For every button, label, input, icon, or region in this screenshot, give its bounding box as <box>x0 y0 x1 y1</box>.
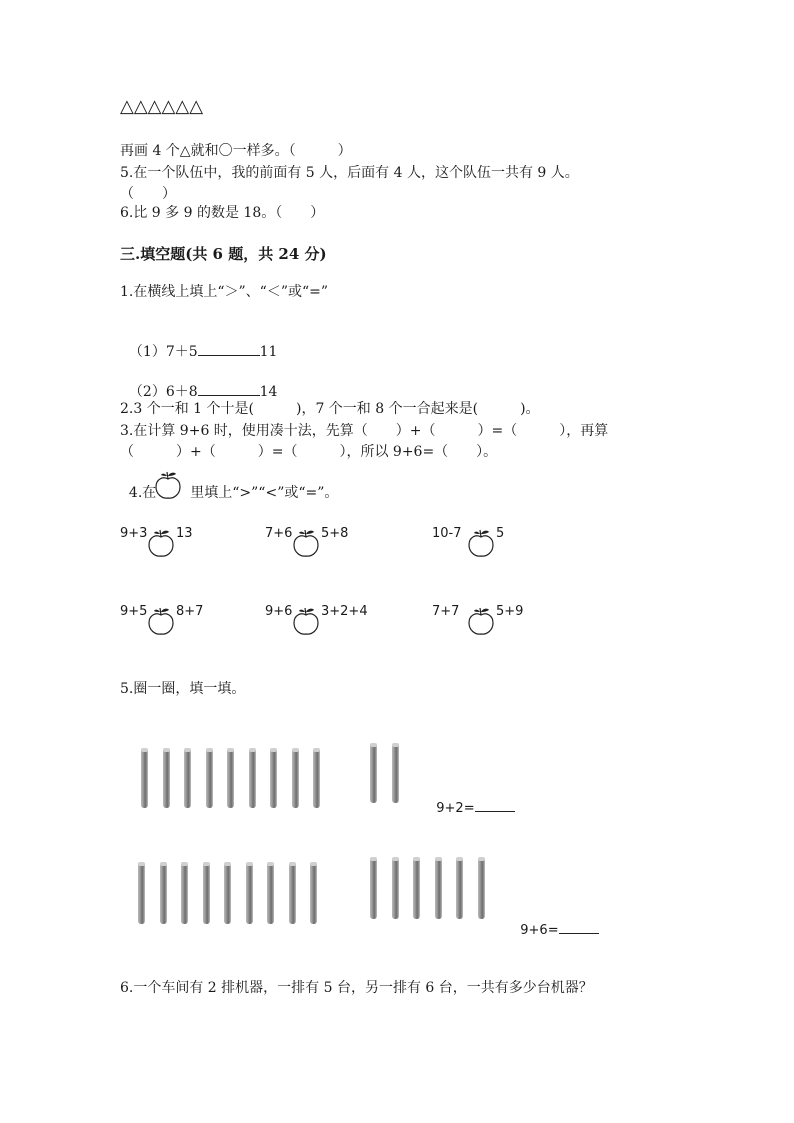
apple-item-right-1: 13 <box>176 526 193 541</box>
question-6-text: 6.比 9 多 9 的数是 18。（ ） <box>120 205 325 221</box>
apple-icon[interactable] <box>146 606 176 636</box>
fill-1a-label: （1）7＋5 <box>128 344 198 360</box>
question-5-text: 5.在一个队伍中，我的前面有 5 人，后面有 4 人，这个队伍一共有 9 人。 <box>120 165 579 181</box>
equation-2-blank[interactable] <box>559 919 599 934</box>
apple-item-right-6: 5+9 <box>496 604 524 619</box>
counting-stick-icon[interactable] <box>227 748 234 808</box>
apple-icon[interactable] <box>291 606 321 636</box>
counting-stick-icon[interactable] <box>313 748 320 808</box>
fill-1b-blank[interactable] <box>198 381 260 396</box>
counting-stick-icon[interactable] <box>184 748 191 808</box>
counting-stick-icon[interactable] <box>224 862 231 924</box>
counting-stick-icon[interactable] <box>160 862 167 924</box>
fill-question-1-title: 1.在横线上填上“＞”、“＜”或“=” <box>120 284 329 300</box>
counting-stick-icon[interactable] <box>181 862 188 924</box>
apple-item-right-5: 3+2+4 <box>321 604 368 619</box>
apple-icon[interactable] <box>466 528 496 558</box>
fill-1a-blank[interactable] <box>198 341 260 356</box>
apple-item-right-4: 8+7 <box>176 604 204 619</box>
counting-stick-icon[interactable] <box>141 748 148 808</box>
equation-1-blank[interactable] <box>475 797 515 812</box>
equation-1-label: 9+2= <box>436 801 475 816</box>
counting-stick-icon[interactable] <box>456 857 463 919</box>
apple-icon[interactable] <box>466 606 496 636</box>
apple-icon[interactable] <box>291 528 321 558</box>
apple-item-right-3: 5 <box>496 526 505 541</box>
fill-question-1a <box>120 321 277 362</box>
apple-item-left-2: 7+6 <box>265 526 293 541</box>
counting-stick-icon[interactable] <box>163 748 170 808</box>
question-4-text: 再画 4 个△就和〇一样多。（ ） <box>120 143 352 159</box>
counting-stick-icon[interactable] <box>267 862 274 924</box>
counting-stick-icon[interactable] <box>435 857 442 919</box>
apple-item-right-2: 5+8 <box>321 526 349 541</box>
apple-item-left-3: 10-7 <box>432 526 462 541</box>
fill-1b-right: 14 <box>259 384 278 400</box>
triangle-row: △△△△△△ <box>120 96 204 117</box>
counting-stick-icon[interactable] <box>413 857 420 919</box>
fill-4-suffix: 里填上“>”“<”或“=”。 <box>190 485 339 501</box>
fill-question-3-line1: 3.在计算 9+6 时，使用凑十法，先算（ ）+（ ）=（ ），再算 <box>120 423 609 439</box>
counting-stick-icon[interactable] <box>392 743 399 803</box>
equation-2-label: 9+6= <box>520 923 559 938</box>
equation-2 <box>512 899 599 941</box>
apple-item-left-1: 9+3 <box>120 526 148 541</box>
fill-question-5-title: 5.圈一圈，填一填。 <box>120 681 246 697</box>
section-title: 三.填空题(共 6 题，共 24 分) <box>120 245 327 263</box>
counting-stick-icon[interactable] <box>246 862 253 924</box>
question-5-answer-paren[interactable]: （ ） <box>120 186 176 202</box>
fill-question-1b <box>120 361 277 402</box>
counting-stick-icon[interactable] <box>249 748 256 808</box>
fill-question-6-text: 6.一个车间有 2 排机器，一排有 5 台，另一排有 6 台，一共有多少台机器？ <box>120 980 593 996</box>
counting-stick-icon[interactable] <box>478 857 485 919</box>
fill-question-3-line2: （ ）+（ ）=（ ），所以 9+6=（ ）。 <box>120 444 498 460</box>
equation-1 <box>428 777 515 819</box>
fill-1b-label: （2）6＋8 <box>128 384 198 400</box>
counting-stick-icon[interactable] <box>292 748 299 808</box>
apple-icon[interactable] <box>146 528 176 558</box>
fill-1a-right: 11 <box>259 344 278 360</box>
counting-stick-icon[interactable] <box>392 857 399 919</box>
counting-stick-icon[interactable] <box>289 862 296 924</box>
fill-4-prefix: 4.在 <box>128 485 157 501</box>
fill-question-2-text: 2.3 个一和 1 个十是( )，7 个一和 8 个一合起来是( )。 <box>120 401 540 417</box>
apple-icon <box>153 470 183 500</box>
counting-stick-icon[interactable] <box>270 748 277 808</box>
counting-stick-icon[interactable] <box>138 862 145 924</box>
counting-stick-icon[interactable] <box>370 743 377 803</box>
apple-item-left-4: 9+5 <box>120 604 148 619</box>
counting-stick-icon[interactable] <box>310 862 317 924</box>
counting-stick-icon[interactable] <box>370 857 377 919</box>
counting-stick-icon[interactable] <box>206 748 213 808</box>
counting-stick-icon[interactable] <box>203 862 210 924</box>
apple-item-left-5: 9+6 <box>265 604 293 619</box>
apple-item-left-6: 7+7 <box>432 604 460 619</box>
